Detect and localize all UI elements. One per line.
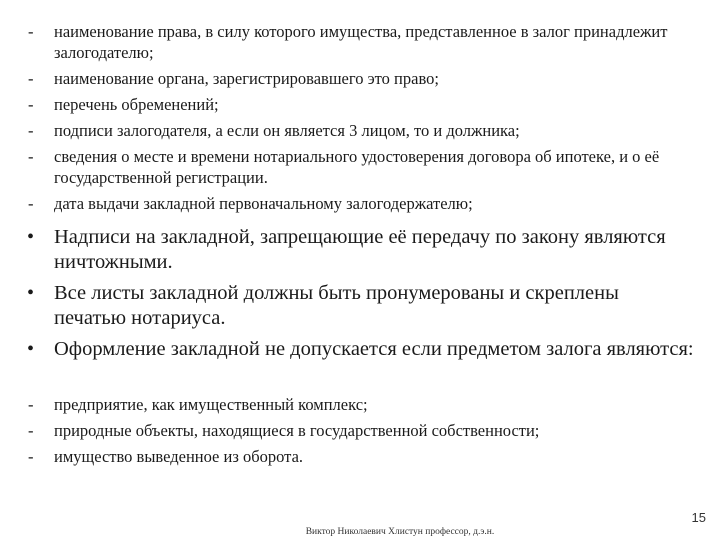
list-item: [0, 68, 676, 89]
list-item-text: дата выдачи закладной первоначальному залогодержателю;: [54, 194, 473, 213]
dash-marker: -: [28, 69, 34, 88]
list-item: [0, 394, 676, 415]
list-item-text: сведения о месте и времени нотариального удостоверения договора об ипотеке, и о её государственной регистрации.: [54, 147, 660, 187]
list-item: [0, 193, 676, 214]
list-item-text: наименование органа, зарегистрировавшего это право;: [54, 69, 439, 88]
list-item-text: подписи залогодателя, а если он является 3 лицом, то и должника;: [54, 121, 520, 140]
list-item-text: предприятие, как имущественный комплекс;: [54, 395, 368, 414]
list-item: [0, 21, 676, 63]
excluded-objects-list: [0, 394, 676, 472]
list-item: [0, 420, 676, 441]
list-item-text: Надписи на закладной, запрещающие её передачу по закону являются ничтожными.: [54, 226, 666, 273]
dash-marker: -: [28, 22, 34, 41]
dash-marker: -: [28, 395, 34, 414]
list-item: [0, 281, 694, 331]
page-number: 15: [691, 510, 706, 525]
list-item: [0, 120, 676, 141]
requisites-list: [0, 21, 676, 219]
bullet-marker: •: [27, 226, 35, 248]
list-item: [0, 337, 694, 362]
list-item: [0, 446, 676, 467]
list-item: [0, 94, 676, 115]
list-item-text: наименование права, в силу которого имущества, представленное в залог принадлежит залогодателю;: [54, 22, 668, 62]
list-item-text: Оформление закладной не допускается если предметом залога являются:: [54, 338, 694, 360]
bullet-marker: •: [27, 282, 35, 304]
list-item: [0, 146, 676, 188]
dash-marker: -: [28, 147, 34, 166]
list-item-text: Все листы закладной должны быть пронумерованы и скреплены печатью нотариуса.: [54, 282, 619, 329]
dash-marker: -: [28, 95, 34, 114]
list-item-text: перечень обременений;: [54, 95, 219, 114]
list-item-text: природные объекты, находящиеся в государственной собственности;: [54, 421, 540, 440]
dash-marker: -: [28, 447, 34, 466]
list-item: [0, 225, 694, 275]
dash-marker: -: [28, 121, 34, 140]
rules-list: [0, 225, 694, 368]
list-item-text: имущество выведенное из оборота.: [54, 447, 304, 466]
dash-marker: -: [28, 421, 34, 440]
dash-marker: -: [28, 194, 34, 213]
bullet-marker: •: [27, 338, 35, 360]
footer-author: Виктор Николаевич Хлистун профессор, д.э.н.: [305, 527, 495, 537]
